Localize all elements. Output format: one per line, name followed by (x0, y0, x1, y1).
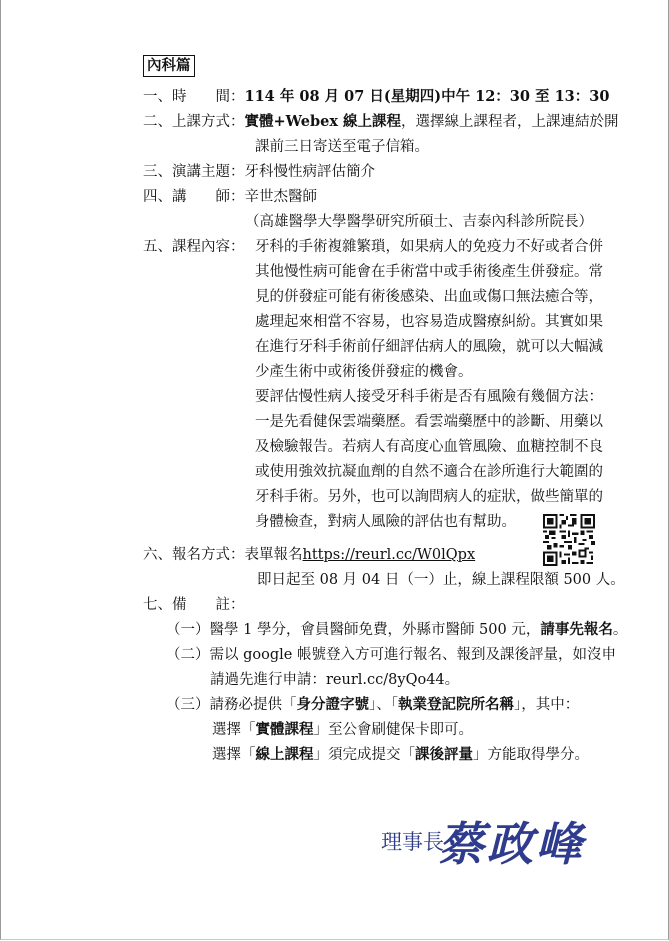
speaker-name: 辛世杰醫師 (244, 189, 317, 205)
content-line: 牙科手術。另外，也可以詢問病人的症狀，做些簡單的 (255, 489, 603, 505)
content-line: 在進行牙科手術前仔細評估病人的風險，就可以大幅減 (255, 339, 603, 355)
content-line: 一是先看健保雲端藥歷。看雲端藥歷中的診斷、用藥以 (255, 414, 603, 430)
speaker-row (143, 187, 317, 207)
content-line: 或使用強效抗凝血劑的自然不適合在診所進行大範圍的 (255, 464, 603, 480)
mode-value-bold: 實體+Webex 線上課程 (244, 113, 402, 130)
registration-row (143, 545, 475, 565)
section-label: 內科篇 (143, 55, 195, 77)
note-3-online: 線上課程 (255, 746, 314, 763)
note-2-line1: （二）需以 google 帳號登入方可進行報名、報到及課後評量，如沒申 (166, 647, 616, 663)
registration-prefix: 表單報名 (244, 547, 303, 563)
content-line: 牙科的手術複雜繁瑣，如果病人的免疫力不好或者合併 (255, 239, 603, 255)
note-3-id-number: 身分證字號 (296, 696, 369, 713)
mode-label: 二、上課方式： (143, 114, 245, 130)
note-3-text: 選擇「 (212, 722, 256, 738)
speaker-title: （高雄醫學大學醫學研究所碩士、吉泰內科診所院長） (245, 214, 593, 230)
content-line: 見的併發症可能有術後感染、出血或傷口無法癒合等， (255, 289, 603, 305)
notes-label: 七、備 註： (143, 597, 245, 613)
time-row (143, 87, 609, 107)
time-label: 一、時 間： (143, 89, 245, 105)
note-3-text: 選擇「 (212, 747, 256, 763)
note-3-text: 」，其中： (514, 697, 580, 713)
mode-value-rest: ，選擇線上課程者，上課連結於開 (401, 114, 619, 130)
topic-row (143, 162, 375, 182)
content-line: 處理起來相當不容易，也容易造成醫療糾紛。其實如果 (255, 314, 603, 330)
note-3-text: 」須完成提交「 (313, 747, 415, 763)
note-2-line2: 請過先進行申請：reurl.cc/8yQo44。 (210, 672, 460, 688)
note-3-line1 (166, 695, 579, 715)
note-1 (166, 620, 627, 640)
registration-deadline: 即日起至 08 月 04 日（一）止，線上課程限額 500 人。 (257, 572, 625, 588)
note-1-end: 。 (612, 622, 628, 638)
note-3-in-person: 實體課程 (255, 721, 314, 738)
signature-title: 理事長 (381, 830, 444, 854)
qr-code-icon[interactable] (543, 514, 595, 566)
content-line: 其他慢性病可能會在手術當中或手術後產生併發症。常 (255, 264, 603, 280)
note-3-clinic-name: 執業登記院所名稱 (398, 696, 514, 713)
content-line: 及檢驗報告。若病人有高度心血管風險、血糖控制不良 (255, 439, 603, 455)
signature-name: 蔡政峰 (438, 817, 585, 871)
topic-value: 牙科慢性病評估簡介 (244, 164, 375, 180)
note-3-text: 」方能取得學分。 (473, 747, 589, 763)
registration-label: 六、報名方式： (143, 547, 245, 563)
note-3-text: （三）請務必提供「 (166, 697, 297, 713)
content-line: 要評估慢性病人接受牙科手術是否有風險有幾個方法： (255, 389, 603, 405)
content-label: 五、課程內容： (143, 239, 245, 255)
content-line: 身體檢查，對病人風險的評估也有幫助。 (255, 514, 516, 530)
time-value: 114 年 08 月 07 日(星期四)中午 12：30 至 13：30 (244, 88, 610, 105)
content-line: 少產生術中或術後併發症的機會。 (255, 364, 473, 380)
note-1-text: （一）醫學 1 學分，會員醫師免費，外縣市醫師 500 元， (166, 622, 541, 638)
note-3-text: 」至公會刷健保卡即可。 (313, 722, 473, 738)
topic-label: 三、演講主題： (143, 164, 245, 180)
registration-link[interactable]: https://reurl.cc/W0lQpx (302, 547, 476, 563)
mode-row (143, 112, 619, 132)
note-1-emphasis: 請事先報名 (540, 621, 613, 638)
note-3-evaluation: 課後評量 (415, 746, 473, 763)
note-3-text: 」、「 (369, 697, 398, 713)
note-3-line3 (212, 745, 589, 765)
note-3-line2 (212, 720, 473, 740)
mode-line2: 課前三日寄送至電子信箱。 (255, 139, 429, 155)
speaker-label: 四、講 師： (143, 189, 245, 205)
